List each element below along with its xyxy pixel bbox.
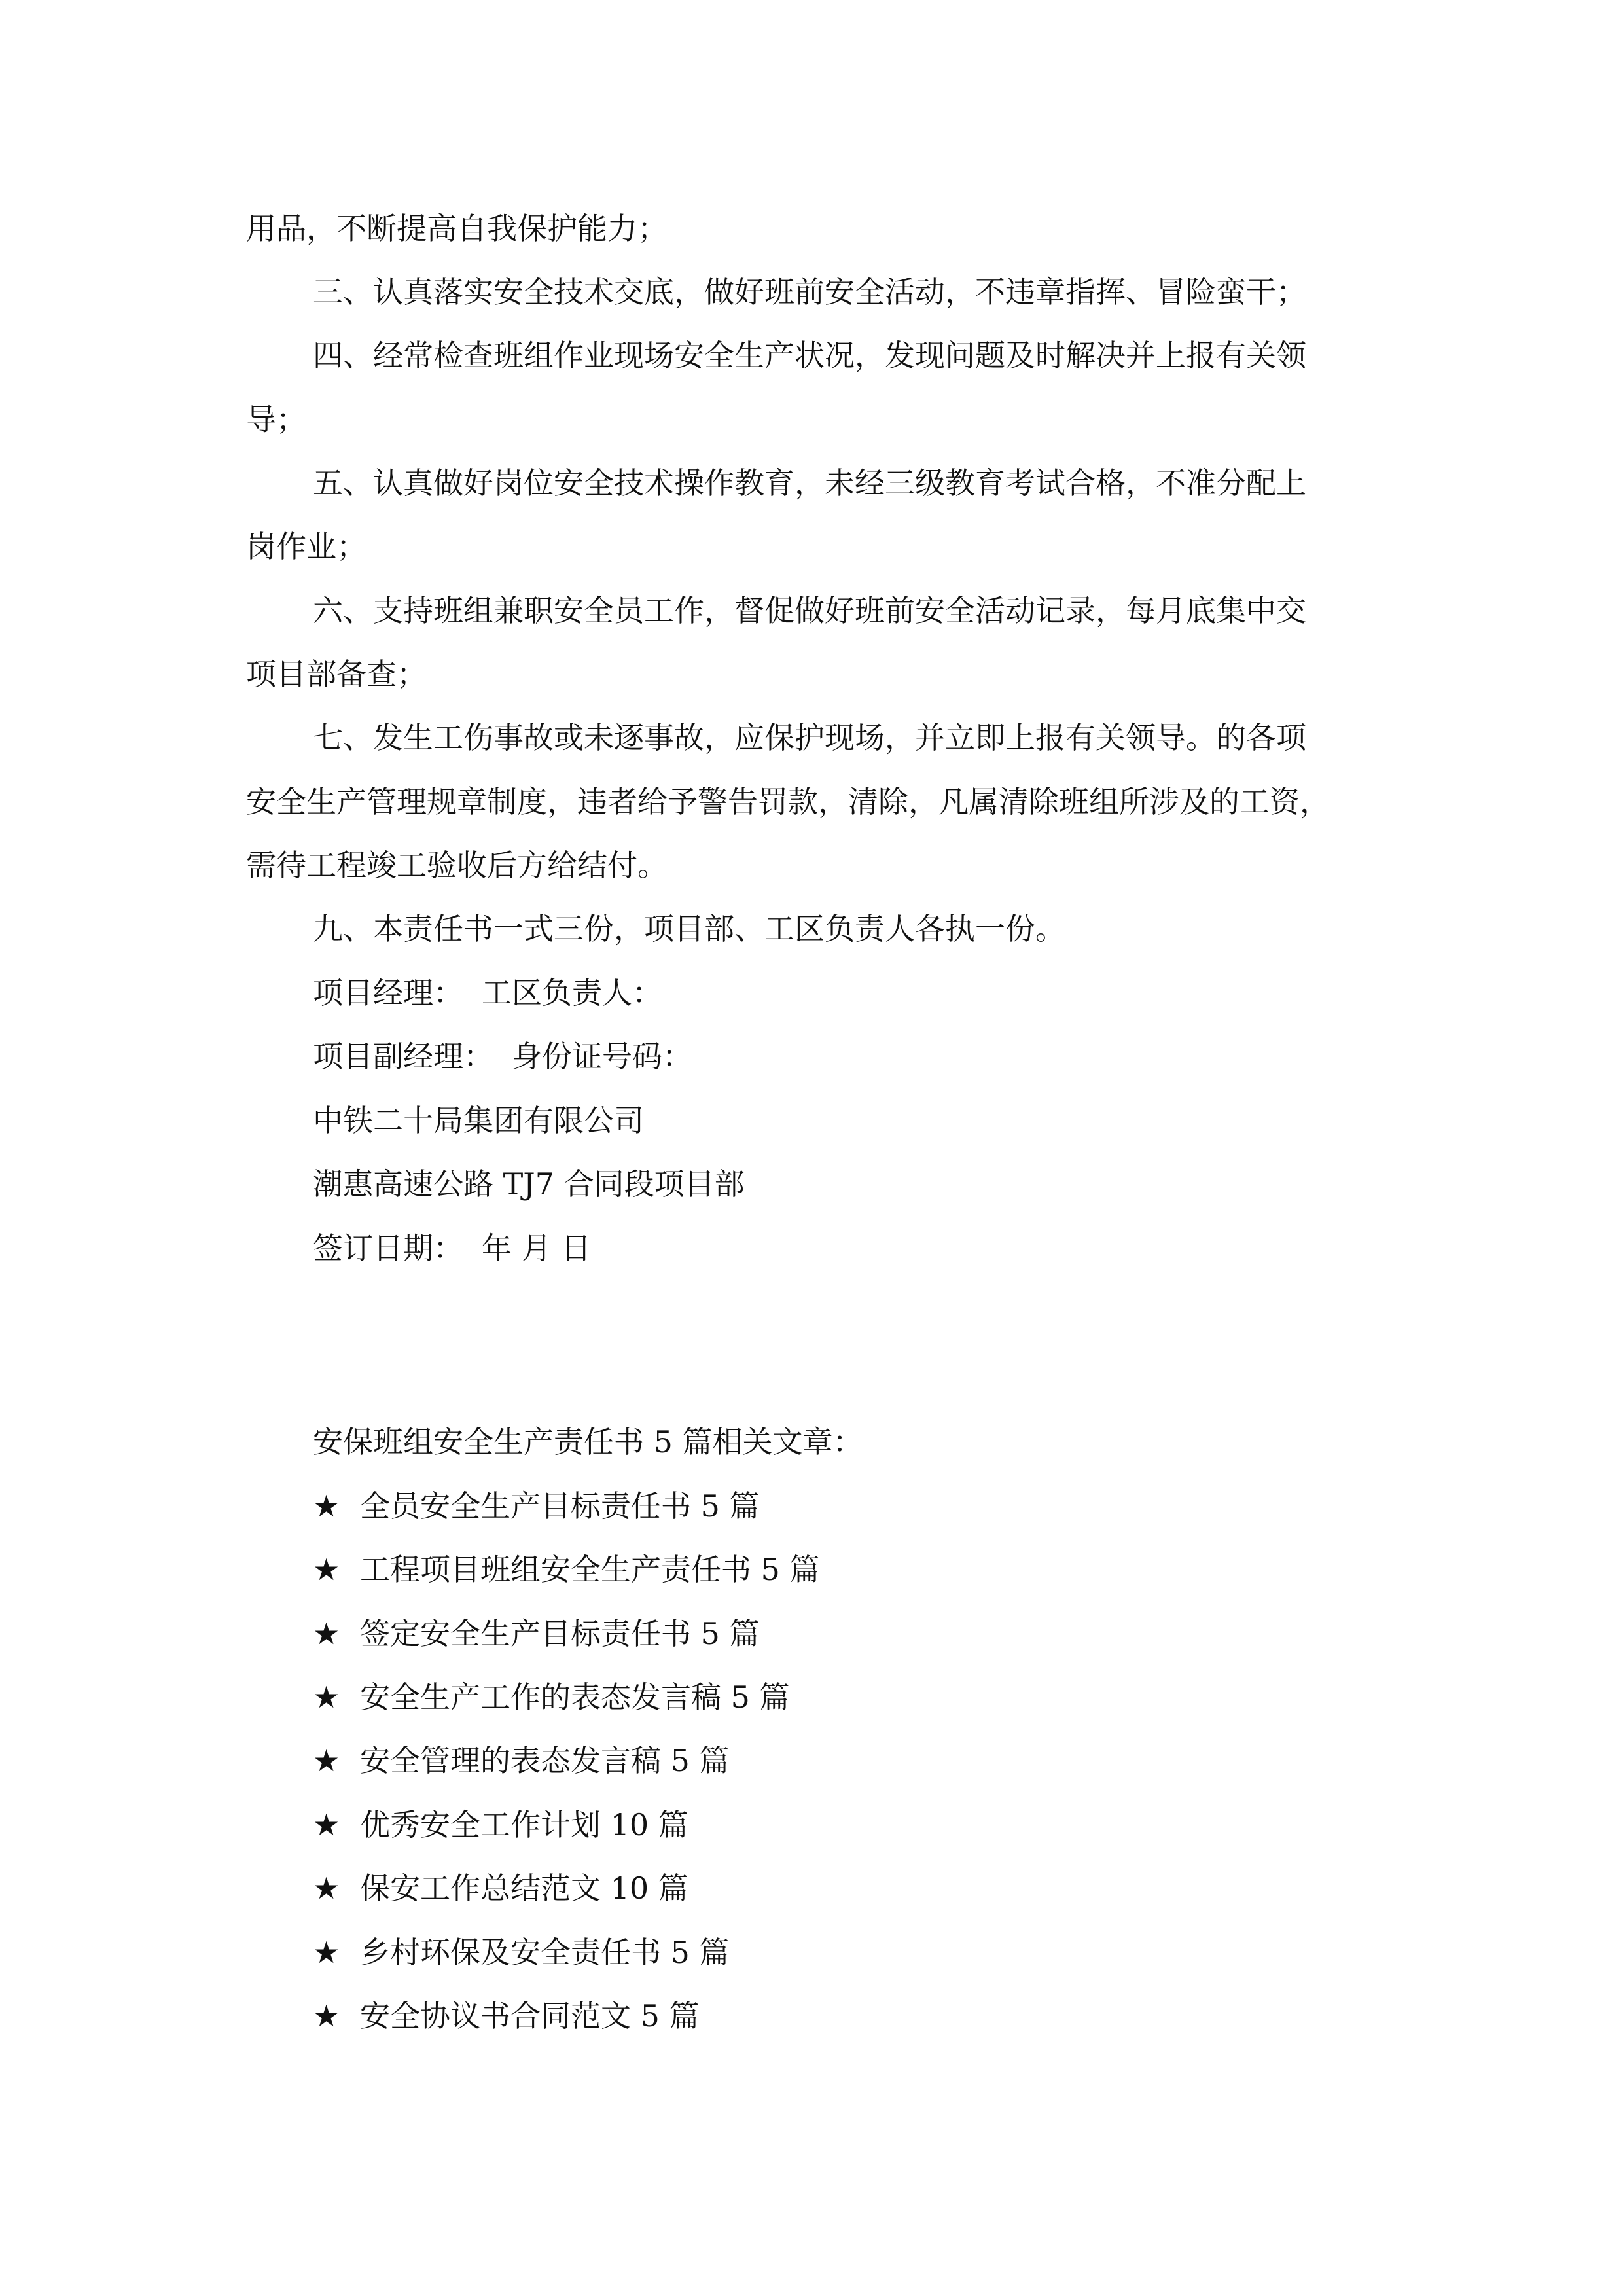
star-icon: ★	[313, 1616, 340, 1651]
company-name: 中铁二十局集团有限公司	[313, 1103, 644, 1138]
star-icon: ★	[313, 1552, 340, 1587]
signing-date-row	[313, 1228, 1452, 1268]
clause-seven-continued-2: 需待工程竣工验收后方给结付。	[246, 848, 668, 883]
related-link[interactable]	[313, 1868, 688, 1909]
id-number-label: 身份证号码：	[512, 1039, 692, 1074]
related-link-text: 安全管理的表态发言稿 5 篇	[360, 1743, 730, 1778]
department-name: 潮惠高速公路 TJ7 合同段项目部	[313, 1166, 745, 1202]
related-link[interactable]	[313, 1677, 790, 1717]
star-icon: ★	[313, 1488, 340, 1524]
clause-five-continued: 岗作业；	[246, 529, 366, 564]
clause-four-continued: 导；	[246, 402, 306, 437]
related-link[interactable]	[313, 1804, 688, 1845]
related-link-text: 工程项目班组安全生产责任书 5 篇	[360, 1552, 820, 1587]
related-link-text: 全员安全生产目标责任书 5 篇	[360, 1488, 760, 1524]
body-line-1: 用品，不断提高自我保护能力；	[246, 211, 668, 246]
star-icon: ★	[313, 1807, 340, 1842]
related-link[interactable]	[313, 1613, 760, 1654]
related-link[interactable]	[313, 1996, 700, 2036]
date-value: 年 月 日	[482, 1230, 592, 1266]
related-link-text: 安全协议书合同范文 5 篇	[360, 1998, 700, 2034]
clause-three: 三、认真落实安全技术交底，做好班前安全活动，不违章指挥、冒险蛮干；	[313, 274, 1306, 310]
project-manager-label: 项目经理：	[313, 975, 463, 1011]
signature-row-managers	[313, 973, 1452, 1013]
related-link[interactable]	[313, 1932, 730, 1973]
star-icon: ★	[313, 1998, 340, 2034]
related-link[interactable]	[313, 1486, 760, 1526]
related-link-text: 保安工作总结范文 10 篇	[360, 1871, 688, 1906]
star-icon: ★	[313, 1871, 340, 1906]
clause-seven: 七、发生工伤事故或未逐事故，应保护现场，并立即上报有关领导。的各项	[313, 720, 1306, 755]
deputy-manager-label: 项目副经理：	[313, 1039, 493, 1074]
related-link-text: 安全生产工作的表态发言稿 5 篇	[360, 1679, 790, 1715]
signature-row-deputy	[313, 1036, 1452, 1077]
related-link[interactable]	[313, 1740, 730, 1781]
related-link[interactable]	[313, 1549, 820, 1590]
clause-nine: 九、本责任书一式三份，项目部、工区负责人各执一份。	[313, 911, 1065, 946]
star-icon: ★	[313, 1679, 340, 1715]
star-icon: ★	[313, 1935, 340, 1970]
clause-four: 四、经常检查班组作业现场安全生产状况，发现问题及时解决并上报有关领	[313, 338, 1306, 373]
clause-six-continued: 项目部备查；	[246, 656, 427, 692]
related-link-text: 优秀安全工作计划 10 篇	[360, 1807, 688, 1842]
related-link-text: 乡村环保及安全责任书 5 篇	[360, 1935, 730, 1970]
related-articles-title: 安保班组安全生产责任书 5 篇相关文章：	[313, 1424, 863, 1460]
star-icon: ★	[313, 1743, 340, 1778]
clause-six: 六、支持班组兼职安全员工作，督促做好班前安全活动记录，每月底集中交	[313, 593, 1306, 628]
date-label: 签订日期：	[313, 1230, 463, 1266]
clause-five: 五、认真做好岗位安全技术操作教育，未经三级教育考试合格，不准分配上	[313, 465, 1306, 501]
related-link-text: 签定安全生产目标责任书 5 篇	[360, 1616, 760, 1651]
district-head-label: 工区负责人：	[482, 975, 662, 1011]
clause-seven-continued-1: 安全生产管理规章制度，违者给予警告罚款，清除，凡属清除班组所涉及的工资，	[246, 784, 1330, 819]
